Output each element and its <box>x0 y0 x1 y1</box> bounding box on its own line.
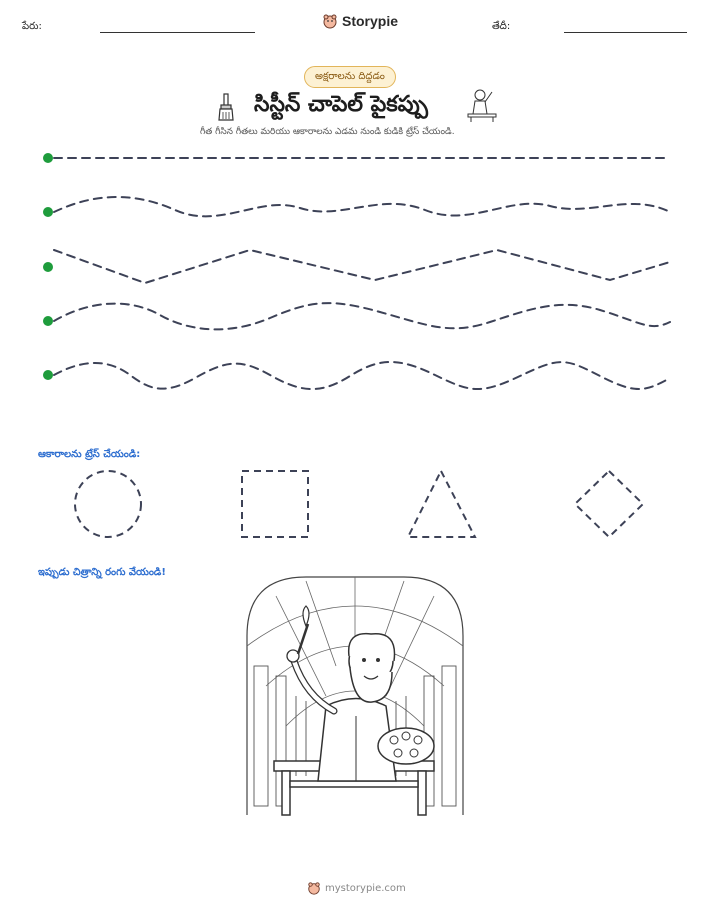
paintbrush-icon <box>214 92 238 122</box>
coloring-heading: ఇప్పుడు చిత్రాన్ని రంగు వేయండి! <box>38 567 166 578</box>
trace-shape-diamond[interactable] <box>575 471 643 537</box>
painter-thumbnail-icon <box>466 88 498 122</box>
worksheet-title: సిస్టీన్ చాపెల్ పైకప్పు <box>254 92 428 117</box>
brand-logo <box>322 13 398 29</box>
name-label: పేరు: <box>22 21 42 32</box>
storypie-mascot-icon <box>307 881 321 895</box>
date-label: తేదీ: <box>492 21 511 32</box>
trace-shape-triangle[interactable] <box>408 471 475 537</box>
instructions: గీత గీసిన గీతలు మరియు ఆకారాలను ఎడమ నుండి కుడికి ట్రేస్ చేయండి. <box>200 127 455 137</box>
trace-line-deep-wave[interactable] <box>43 362 670 389</box>
trace-shape-square[interactable] <box>242 471 308 537</box>
shapes-heading: ఆకారాలను ట్రేస్ చేయండి: <box>38 449 141 460</box>
shapes-row <box>0 465 709 545</box>
brand-name: Storypie <box>342 13 399 29</box>
date-field-line[interactable] <box>564 32 687 33</box>
category-badge: అక్షరాలను దిద్దడం <box>304 66 396 88</box>
trace-line-straight[interactable] <box>43 153 670 163</box>
storypie-mascot-icon <box>322 13 338 29</box>
footer <box>307 881 406 895</box>
start-dot <box>43 262 53 272</box>
trace-line-gentle-wave[interactable] <box>43 197 670 217</box>
name-field-line[interactable] <box>100 32 255 33</box>
start-dot <box>43 370 53 380</box>
trace-shape-circle[interactable] <box>75 471 141 537</box>
start-dot <box>43 153 53 163</box>
footer-site[interactable]: mystorypie.com <box>325 882 406 894</box>
tracing-area <box>0 140 709 400</box>
trace-line-wave[interactable] <box>43 303 670 329</box>
start-dot <box>43 207 53 217</box>
start-dot <box>43 316 53 326</box>
painter-coloring-illustration[interactable] <box>246 576 464 816</box>
trace-line-zigzag[interactable] <box>43 250 670 283</box>
